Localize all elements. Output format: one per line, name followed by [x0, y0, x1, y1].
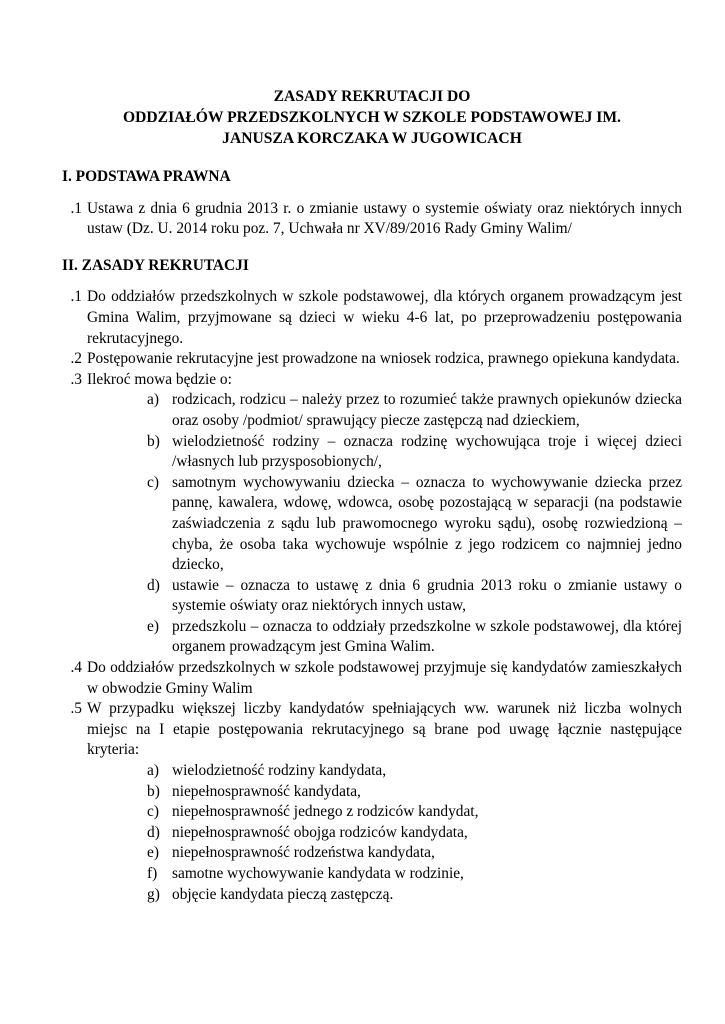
item-text: Do oddziałów przedszkolnych w szkole podstawowej, dla których organem prowadzącym jest Gmina Walim, przyjmowane są dzieci w wieku 4-6 lat, po przeprowadzeniu postępowania rekrutacyjnego. [87, 288, 682, 347]
list-item: 1. Do oddziałów przedszkolnych w szkole podstawowej, dla których organem prowadzącym jest Gmina Walim, przyjmowane są dzieci w wieku 4-6 lat, po przeprowadzeniu postępowania rekrutacyjnego. [62, 287, 682, 349]
item-text: Postępowanie rekrutacyjne jest prowadzone na wniosek rodzica, prawnego opiekuna kandydata. [87, 350, 680, 368]
item-letter: a) [147, 391, 159, 409]
title-line-2: ODDZIAŁÓW PRZEDSZKOLNYCH W SZKOLE PODSTAWOWEJ IM. [123, 109, 621, 126]
item-text: Do oddziałów przedszkolnych w szkole podstawowej przyjmuje się kandydatów zamieszkałych w obwodzie Gminy Walim [87, 659, 682, 697]
list-item: 4. Do oddziałów przedszkolnych w szkole podstawowej przyjmuje się kandydatów zamieszkałych w obwodzie Gminy Walim [62, 658, 682, 699]
sublist [87, 761, 682, 905]
item-letter: b) [147, 432, 160, 450]
item-letter: e) [147, 844, 159, 862]
subitem-text: niepełnosprawność kandydata, [172, 782, 361, 800]
sublist-item [147, 823, 682, 844]
item-text: Ilekroć mowa będzie o: [87, 370, 232, 388]
sublist-item [147, 617, 682, 658]
list-item: 3. Ilekroć mowa będzie o: a) rodzicach, rodzicu – należy przez to rozumieć także prawnych opiekunów dziecka oraz osoby /podmiot/ sprawujący piecze zastępczą nad dzieckiem, b) wielodzietność rodziny – oznacza rodzinę wychowująca troje i więcej dzieci /własnych lub przysposobionych/, c) samotnym wychowywaniu dziecka – oznacza to wychowywanie dziecka przez pannę, kawalera, wdowę, wdowca, osobę pozostającą w separacji (na podstawie zaświadczenia z sądu lub prawomocnego wyroku sądu), osobę rozwiedzioną – chyba, że osoba taka wychowuje wspólnie z jego rodzicem co najmniej jedno dziecko, d) ustawie – oznacza to ustawę z dnia 6 grudnia 2013 roku o zmianie ustawy o systemie oświaty oraz niektórych innych ustaw, e) przedszkolu – oznacza to oddziały przedszkolne w szkole podstawowej, dla której organem prowadzącym jest Gmina Walim. [62, 370, 682, 658]
item-letter: b) [147, 782, 160, 800]
item-letter: d) [147, 576, 160, 594]
section-2-list [62, 287, 682, 905]
title-line-1: ZASADY REKRUTACJI DO [273, 88, 471, 105]
sublist-item [147, 576, 682, 617]
sublist-item [147, 864, 682, 885]
subitem-text: samotne wychowywanie kandydata w rodzinie, [172, 865, 464, 882]
subitem-text: niepełnosprawność obojga rodziców kandydata, [172, 823, 468, 841]
subitem-text: rodzicach, rodzicu – należy przez to rozumieć także prawnych opiekunów dziecka oraz osoby /podmiot/ sprawujący piecze zastępczą nad dzieckiem, [172, 391, 682, 429]
item-text: Ustawa z dnia 6 grudnia 2013 r. o zmianie ustawy o systemie oświaty oraz niektórych innych ustaw (Dz. U. 2014 roku poz. 7, Uchwała nr XV/89/2016 Rady Gminy Walim/ [87, 199, 682, 238]
sublist-item [147, 782, 682, 803]
item-letter: g) [147, 885, 160, 903]
subitem-text: niepełnosprawność rodzeństwa kandydata, [172, 844, 435, 862]
sublist-item [147, 473, 682, 576]
item-letter: c) [147, 473, 159, 491]
subitem-text: przedszkolu – oznacza to oddziały przedszkolne w szkole podstawowej, dla której organem prowadzącym jest Gmina Walim. [172, 617, 682, 656]
subitem-text: wielodzietność rodziny – oznacza rodzinę wychowująca troje i więcej dzieci /własnych lub przysposobionych/, [172, 432, 682, 471]
item-letter: e) [147, 617, 159, 635]
item-letter: c) [147, 803, 159, 821]
list-item: 1. Ustawa z dnia 6 grudnia 2013 r. o zmianie ustawy o systemie oświaty oraz niektórych innych ustaw (Dz. U. 2014 roku poz. 7, Uchwała nr XV/89/2016 Rady Gminy Walim/ [62, 199, 682, 240]
sublist-item [147, 885, 682, 906]
title-line-3: JANUSZA KORCZAKA W JUGOWICACH [222, 130, 522, 147]
subitem-text: niepełnosprawność jednego z rodziców kandydat, [172, 803, 479, 821]
sublist-item [147, 390, 682, 431]
document-title [62, 86, 682, 149]
section-1-list [62, 199, 682, 240]
item-letter: a) [147, 762, 159, 780]
sublist [87, 390, 682, 658]
section-1-heading: I. PODSTAWA PRAWNA [62, 168, 231, 185]
sublist-item [147, 432, 682, 473]
subitem-text: samotnym wychowywaniu dziecka – oznacza to wychowywanie dziecka przez pannę, kawalera, wdowę, wdowca, osobę pozostającą w separacji (na podstawie zaświadczenia z sądu lub prawomocnego wyroku sądu), osobę rozwiedzioną – chyba, że osoba taka wychowuje wspólnie z jego rodzicem co najmniej jedno dziecko, [172, 473, 682, 574]
item-text: W przypadku większej liczby kandydatów spełniających ww. warunek niż liczba wolnych miejsc na I etapie postępowania rekrutacyjnego są brane pod uwagę łącznie następujące kryteria: [87, 700, 682, 759]
subitem-text: objęcie kandydata pieczą zastępczą. [172, 885, 394, 903]
item-letter: f) [147, 865, 158, 882]
list-item: 2. Postępowanie rekrutacyjne jest prowadzone na wniosek rodzica, prawnego opiekuna kandydata. [62, 349, 682, 370]
sublist-item [147, 761, 682, 782]
item-letter: d) [147, 823, 160, 841]
sublist-item [147, 843, 682, 864]
subitem-text: ustawie – oznacza to ustawę z dnia 6 grudnia 2013 roku o zmianie ustawy o systemie oświaty oraz niektórych innych ustaw, [172, 576, 682, 615]
subitem-text: wielodzietność rodziny kandydata, [172, 762, 387, 780]
list-item: 5. W przypadku większej liczby kandydatów spełniających ww. warunek niż liczba wolnych miejsc na I etapie postępowania rekrutacyjnego są brane pod uwagę łącznie następujące kryteria: a) wielodzietność rodziny kandydata, b) niepełnosprawność kandydata, c) niepełnosprawność jednego z rodziców kandydat, d) niepełnosprawność obojga rodziców kandydata, e) niepełnosprawność rodzeństwa kandydata, f) samotne wychowywanie kandydata w rodzinie, g) objęcie kandydata pieczą zastępczą. [62, 699, 682, 905]
section-2-heading: II. ZASADY REKRUTACJI [62, 256, 249, 274]
document-page [62, 86, 682, 905]
sublist-item [147, 802, 682, 823]
